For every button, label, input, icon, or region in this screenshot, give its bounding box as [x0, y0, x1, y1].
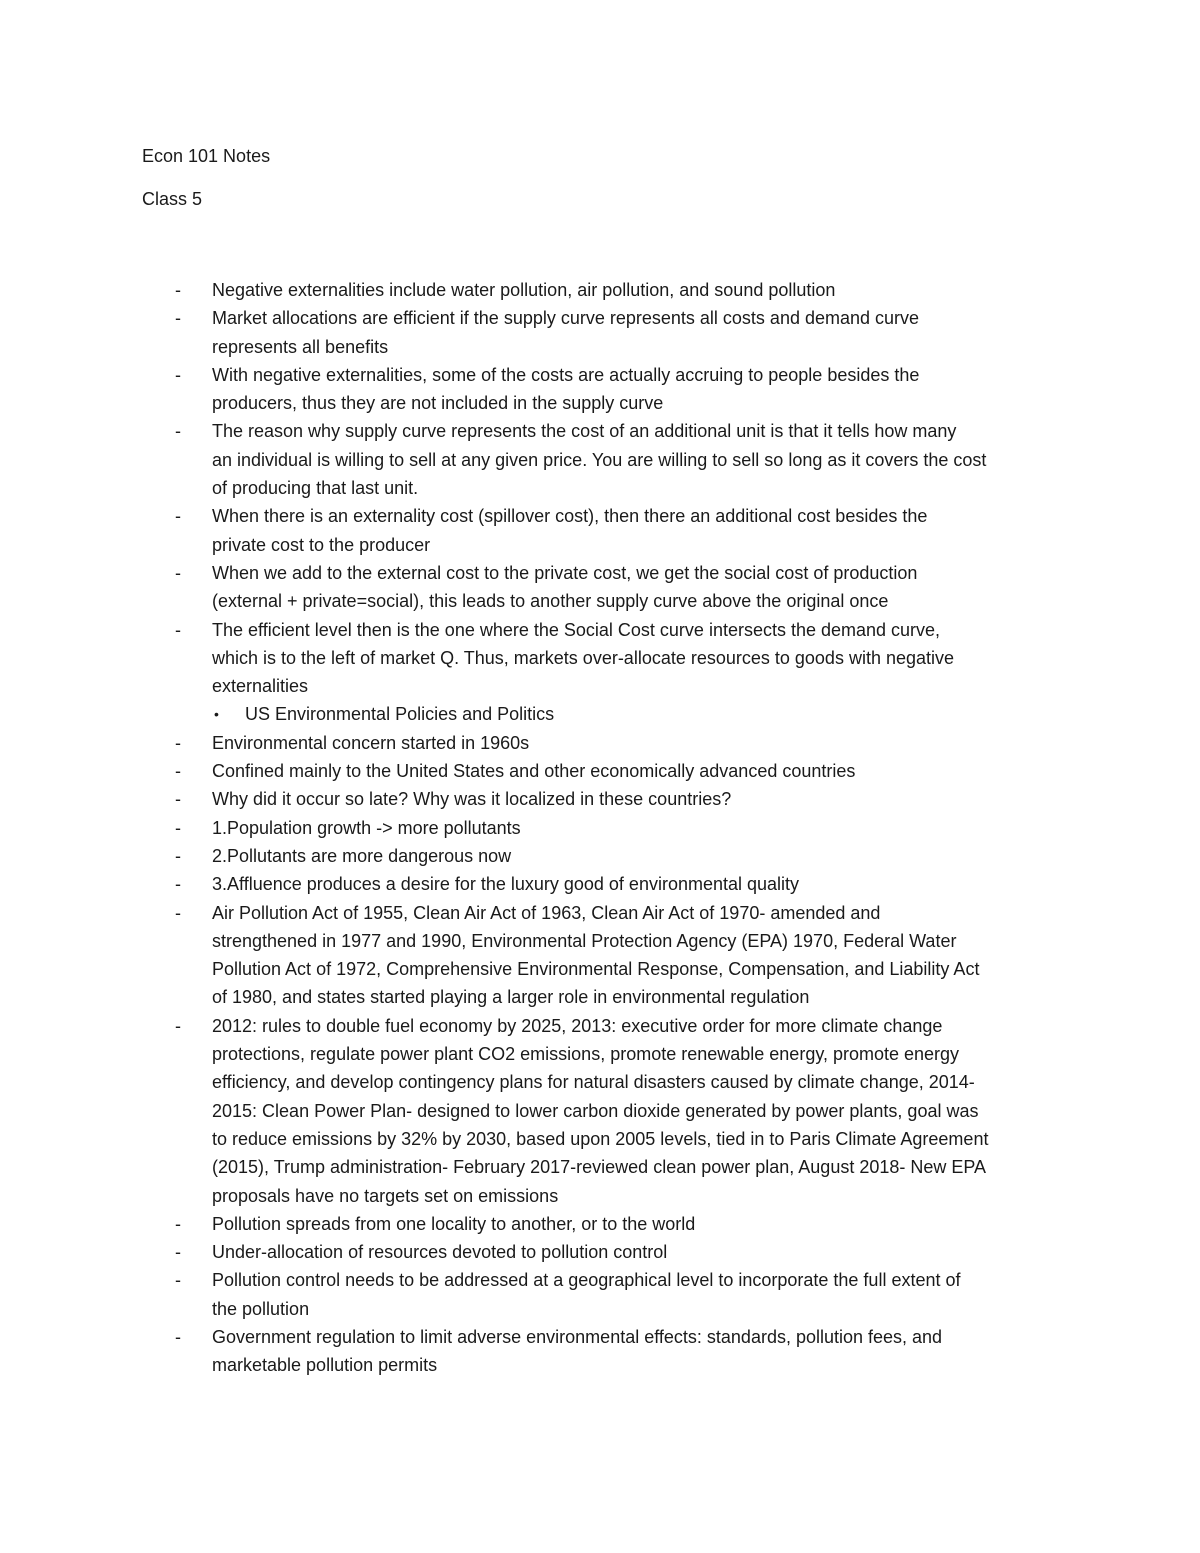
dash-marker: - [175, 364, 181, 385]
list-item-line: efficiency, and develop contingency plans for natural disasters caused by climate change, 2014- [212, 1072, 975, 1093]
list-item [142, 1266, 1072, 1323]
list-item-line: Market allocations are efficient if the supply curve represents all costs and demand curve [212, 308, 920, 329]
list-item-line: Air Pollution Act of 1955, Clean Air Act of 1963, Clean Air Act of 1970- amended and [212, 902, 881, 923]
list-item-line: externalities [212, 676, 309, 697]
list-item [142, 899, 1072, 1012]
list-item [142, 842, 1072, 870]
list-item-line: Pollution control needs to be addressed at a geographical level to incorporate the full extent of [212, 1270, 961, 1291]
list-item [142, 1323, 1072, 1380]
list-item-line: an individual is willing to sell at any given price. You are willing to sell so long as it covers the cost [212, 449, 987, 470]
list-item [142, 417, 1072, 502]
list-item-line: of producing that last unit. [212, 478, 419, 499]
list-item-line: 2015: Clean Power Plan- designed to lower carbon dioxide generated by power plants, goal was [212, 1100, 979, 1121]
list-item-line: The efficient level then is the one where the Social Cost curve intersects the demand curve, [212, 619, 941, 640]
list-item [142, 757, 1072, 785]
dash-marker: - [175, 761, 181, 782]
list-item-line: 3.Affluence produces a desire for the luxury good of environmental quality [212, 874, 800, 895]
list-item-line: With negative externalities, some of the costs are actually accruing to people besides the [212, 364, 920, 385]
list-item-line: Confined mainly to the United States and other economically advanced countries [212, 761, 856, 782]
dash-marker: - [175, 619, 181, 640]
list-item [142, 785, 1072, 813]
list-item-line: producers, thus they are not included in the supply curve [212, 393, 664, 414]
list-item [142, 1210, 1072, 1238]
list-item [142, 559, 1072, 616]
dash-marker: - [175, 1242, 181, 1263]
list-item-line: protections, regulate power plant CO2 emissions, promote renewable energy, promote energy [212, 1044, 960, 1065]
list-item [142, 1238, 1072, 1266]
list-item-line: (2015), Trump administration- February 2017-reviewed clean power plan, August 2018- New EPA [212, 1157, 987, 1178]
page-title: Econ 101 Notes [142, 146, 271, 166]
list-item-line: (external + private=social), this leads to another supply curve above the original once [212, 591, 889, 612]
list-item [142, 1012, 1072, 1210]
list-item-line: Under-allocation of resources devoted to pollution control [212, 1242, 668, 1263]
list-item [142, 616, 1072, 701]
list-item-line: Pollution Act of 1972, Comprehensive Environmental Response, Compensation, and Liability Act [212, 959, 980, 980]
dash-marker: - [175, 506, 181, 527]
dash-marker: - [175, 421, 181, 442]
list-item-line: which is to the left of market Q. Thus, markets over-allocate resources to goods with negative [212, 647, 955, 668]
list-item [142, 729, 1072, 757]
list-item-line: proposals have no targets set on emissions [212, 1185, 559, 1206]
list-item-line: Pollution spreads from one locality to another, or to the world [212, 1213, 696, 1234]
dash-marker: - [175, 1213, 181, 1234]
list-item-line: private cost to the producer [212, 534, 431, 555]
bullet-marker: • [214, 706, 219, 723]
dash-marker: - [175, 789, 181, 810]
list-item-line: 1.Population growth -> more pollutants [212, 817, 521, 838]
list-item [142, 870, 1072, 898]
dash-marker: - [175, 1015, 181, 1036]
list-item-line: Negative externalities include water pollution, air pollution, and sound pollution [212, 280, 836, 300]
list-item-line: 2.Pollutants are more dangerous now [212, 845, 512, 866]
list-item-line: Government regulation to limit adverse environmental effects: standards, pollution fees, and [212, 1326, 943, 1347]
list-item-line: marketable pollution permits [212, 1355, 438, 1376]
list-item-line: strengthened in 1977 and 1990, Environmental Protection Agency (EPA) 1970, Federal Water [212, 930, 957, 951]
dash-marker: - [175, 874, 181, 895]
dash-marker: - [175, 1270, 181, 1291]
list-item-line: Why did it occur so late? Why was it localized in these countries? [212, 789, 732, 810]
page-subtitle: Class 5 [142, 189, 203, 209]
list-item-line: the pollution [212, 1298, 310, 1319]
list-item-line: The reason why supply curve represents the cost of an additional unit is that it tells how many [212, 421, 957, 442]
list-item-line: Environmental concern started in 1960s [212, 732, 530, 753]
dash-marker: - [175, 902, 181, 923]
dash-marker: - [175, 845, 181, 866]
list-item-line: When we add to the external cost to the private cost, we get the social cost of production [212, 562, 918, 583]
list-item [142, 304, 1072, 361]
list-item-line: 2012: rules to double fuel economy by 2025, 2013: executive order for more climate change [212, 1015, 943, 1036]
list-item-line: represents all benefits [212, 336, 389, 357]
list-item [142, 361, 1072, 418]
list-item [142, 276, 1072, 304]
list-item-line: of 1980, and states started playing a larger role in environmental regulation [212, 987, 810, 1008]
dash-marker: - [175, 308, 181, 329]
list-item-line: When there is an externality cost (spillover cost), then there an additional cost besides the [212, 506, 928, 527]
list-subitem [142, 700, 1072, 728]
notes-list [142, 276, 1072, 1380]
list-item-line: to reduce emissions by 32% by 2030, based upon 2005 levels, tied in to Paris Climate Agreement [212, 1128, 989, 1149]
list-item [142, 814, 1072, 842]
dash-marker: - [175, 1326, 181, 1347]
dash-marker: - [175, 817, 181, 838]
dash-marker: - [175, 562, 181, 583]
dash-marker: - [175, 280, 181, 300]
list-item-line: US Environmental Policies and Politics [245, 704, 555, 725]
list-item [142, 502, 1072, 559]
dash-marker: - [175, 732, 181, 753]
